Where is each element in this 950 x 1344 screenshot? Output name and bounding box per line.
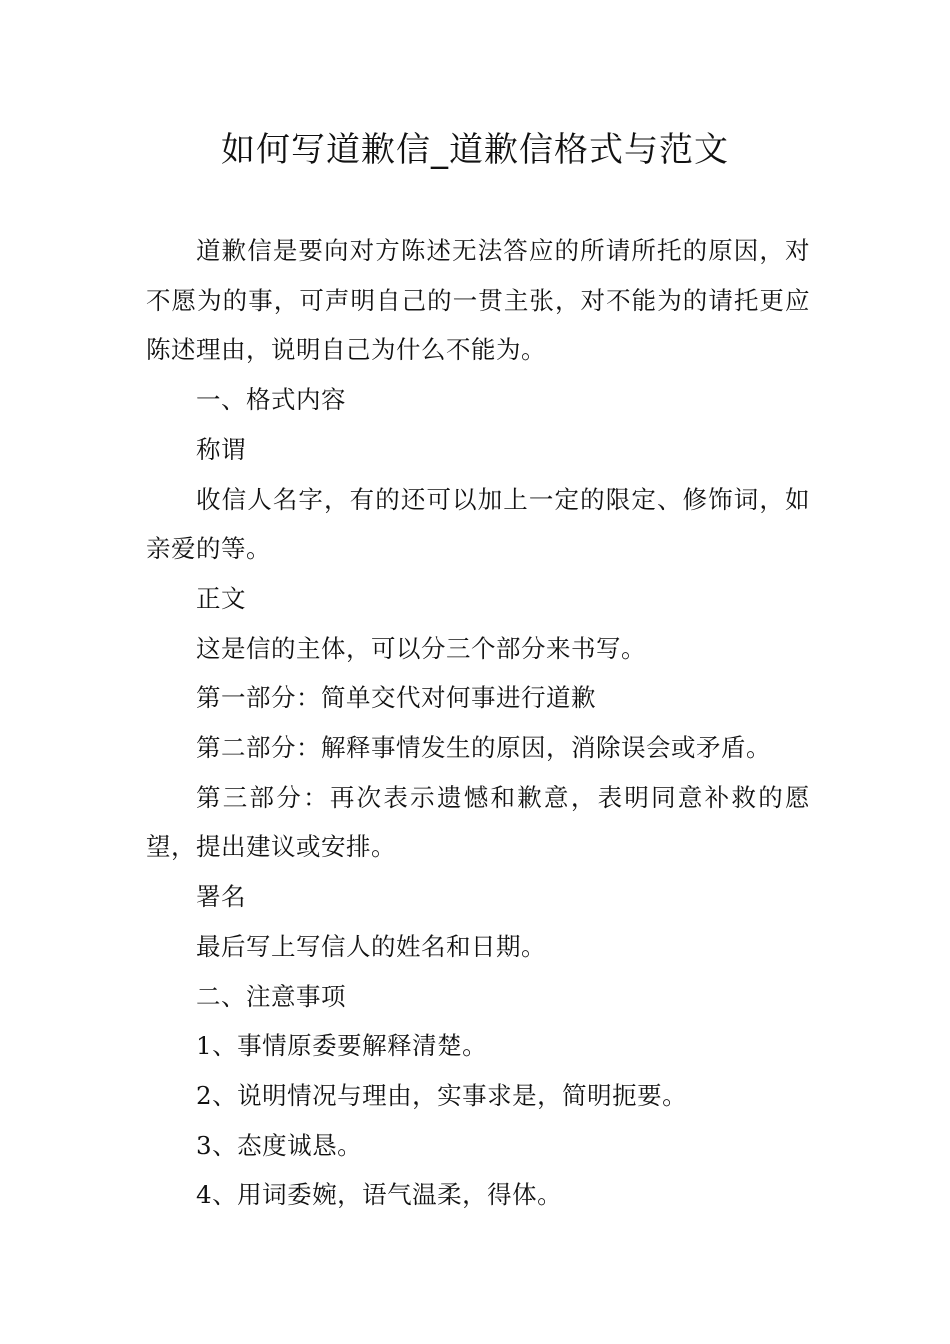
subheading-body: 正文: [196, 583, 246, 613]
document-body: [146, 226, 810, 1220]
paragraph-signature: 最后写上写信人的姓名和日期。: [196, 931, 546, 961]
list-item-note-3: 3、态度诚恳。: [196, 1130, 363, 1160]
list-item-note-1: 1、事情原委要解释清楚。: [196, 1031, 488, 1061]
list-item-note-4: 4、用词委婉，语气温柔，得体。: [196, 1180, 563, 1210]
paragraph-part-three: 第三部分：再次表示遗憾和歉意，表明同意补救的愿望，提出建议或安排。: [146, 782, 810, 862]
paragraph-salutation: 收信人名字，有的还可以加上一定的限定、修饰词，如亲爱的等。: [146, 484, 810, 564]
list-item-note-2: 2、说明情况与理由，实事求是，简明扼要。: [196, 1080, 688, 1110]
heading-notes: 二、注意事项: [196, 981, 346, 1011]
subheading-signature: 署名: [196, 882, 246, 912]
heading-format-content: 一、格式内容: [196, 385, 346, 415]
paragraph-body: 这是信的主体，可以分三个部分来书写。: [196, 633, 646, 663]
paragraph-part-one: 第一部分：简单交代对何事进行道歉: [196, 683, 596, 713]
subheading-salutation: 称谓: [196, 434, 246, 464]
document-title: 如何写道歉信_道歉信格式与范文: [221, 130, 729, 170]
paragraph-intro: 道歉信是要向对方陈述无法答应的所请所托的原因，对不愿为的事，可声明自己的一贯主张，对不能为的请托更应陈述理由，说明自己为什么不能为。: [146, 236, 810, 365]
paragraph-part-two: 第二部分：解释事情发生的原因，消除误会或矛盾。: [196, 733, 771, 763]
